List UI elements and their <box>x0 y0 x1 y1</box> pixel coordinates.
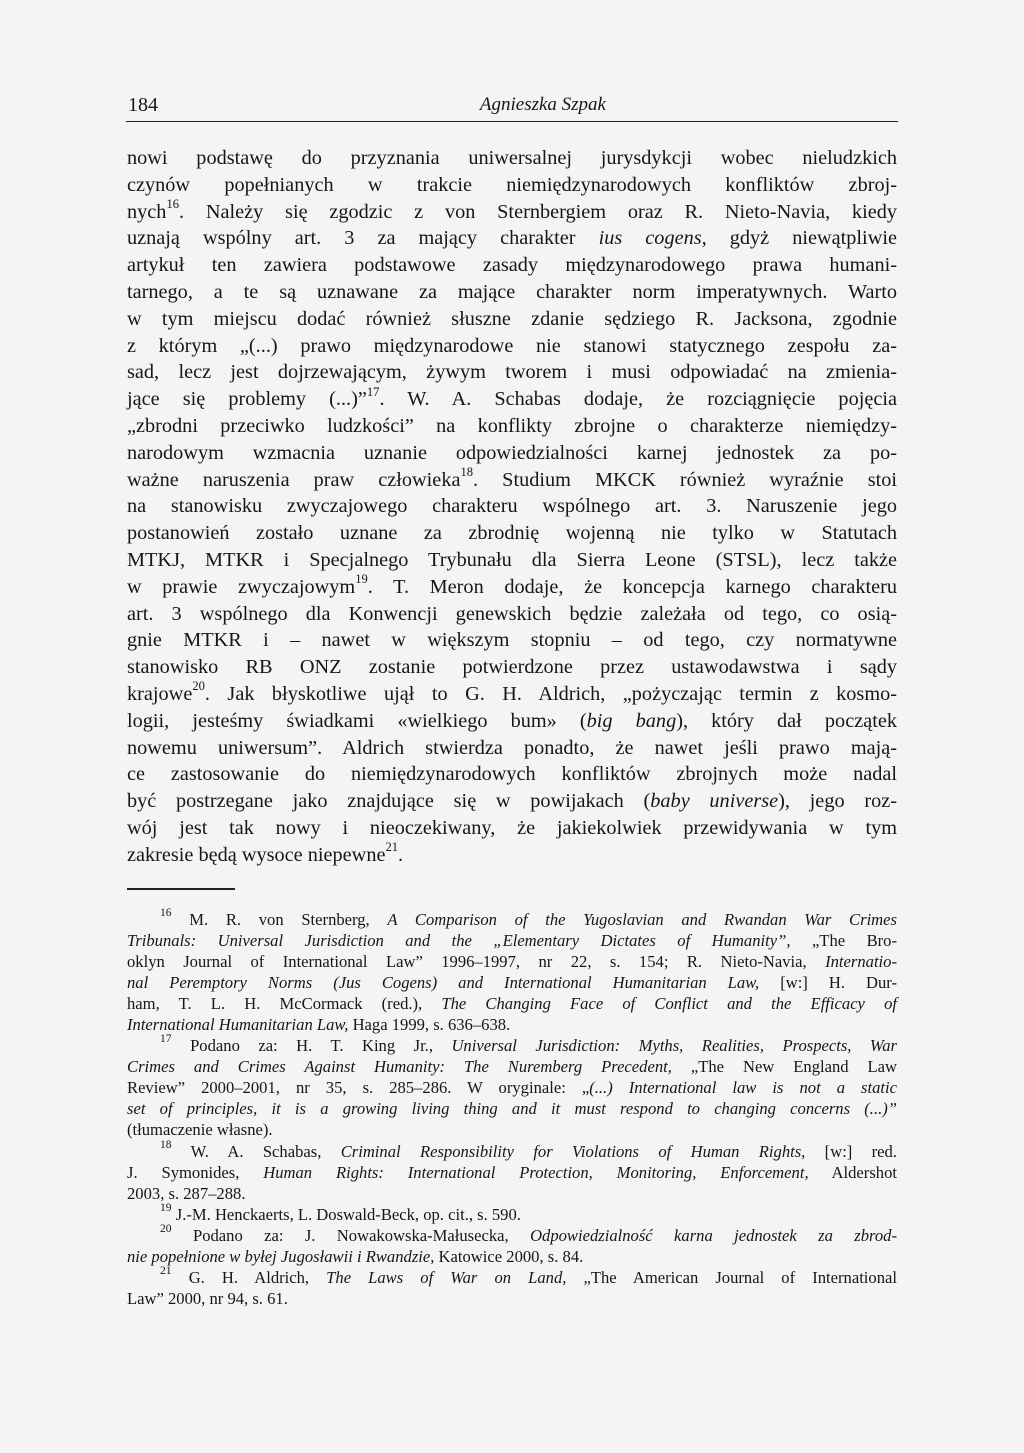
text-run: nowemu uniwersum”. Aldrich stwierdza ponadto, że nawet jeśli prawo mają- <box>127 736 897 759</box>
footnote-ref: 17 <box>366 384 380 399</box>
text-run: „The Bro- <box>790 931 897 951</box>
text-run: ce zastosowanie do niemiędzynarodowych konfliktów zbrojnych może nadal <box>127 763 897 786</box>
text-line <box>127 842 897 869</box>
italic-text: Universal Jurisdiction: Myths, Realities, Prospects, War <box>451 1036 897 1056</box>
text-run: „The American Journal of International <box>566 1267 897 1287</box>
main-text <box>127 145 897 869</box>
italic-text: Odpowiedzialność karna jednostek za zbrod- <box>530 1225 897 1245</box>
text-line <box>127 788 897 815</box>
text-run: G. H. Aldrich, <box>171 1267 327 1287</box>
footnote-ref: 16 <box>166 196 180 211</box>
text-line <box>127 333 897 360</box>
text-run: [w:] H. Dur- <box>759 973 897 993</box>
italic-text: Tribunals: Universal Jurisdiction and the „Elementary Dictates of Humanity”, <box>127 931 791 951</box>
text-run: Podano za: H. T. King Jr., <box>171 1036 452 1056</box>
text-run: . Należy się zgodzic z von Sternbergiem oraz R. Nieto-Navia, kiedy <box>179 200 897 223</box>
text-run: . T. Meron dodaje, że koncepcja karnego charakteru <box>367 575 897 598</box>
text-line <box>127 386 897 413</box>
text-line <box>127 547 897 574</box>
italic-text: (...) International law is not a static <box>589 1078 897 1098</box>
text-run: Review” 2000–2001, nr 35, s. 285–286. W oryginale: „ <box>127 1078 590 1098</box>
footnote-line <box>127 951 897 972</box>
footnote-ref: 19 <box>355 572 368 587</box>
footnote-line <box>127 1056 897 1077</box>
text-line <box>127 708 897 735</box>
text-line <box>127 681 897 708</box>
footnote-ref: 18 <box>460 464 474 479</box>
text-line <box>127 735 897 762</box>
text-run: na stanowisku zwyczajowego charakteru wspólnego art. 3. Naruszenie jego <box>127 495 897 518</box>
text-line <box>127 252 897 279</box>
text-run: Law” 2000, nr 94, s. 61. <box>127 1288 288 1308</box>
text-line <box>127 145 897 172</box>
text-run: w tym miejscu dodać również słuszne zdanie sędziego R. Jacksona, zgodnie <box>127 307 897 330</box>
text-run: nowi podstawę do przyznania uniwersalnej jurysdykcji wobec nieludzkich <box>127 147 897 169</box>
text-run: jące się problemy (...)” <box>127 388 367 411</box>
text-run: ), jego roz- <box>778 790 897 813</box>
text-run: być postrzegane jako znajdujące się w powijakach ( <box>127 790 651 813</box>
footnote-ref: 21 <box>385 840 399 855</box>
text-run: Aldershot <box>808 1162 897 1182</box>
footnote-ref: 19 <box>160 1200 172 1214</box>
running-head-author: Agnieszka Szpak <box>479 94 606 115</box>
text-run: krajowe <box>127 682 193 705</box>
footnote-line <box>127 1119 897 1140</box>
text-line <box>127 493 897 520</box>
text-line <box>127 172 897 199</box>
footnote-separator <box>127 888 235 890</box>
text-run: J. Symonides, <box>127 1162 264 1182</box>
text-run: tarnego, a te są uznawane za mające charakter norm imperatywnych. Warto <box>127 280 897 303</box>
page-number: 184 <box>128 94 158 116</box>
text-run: . W. A. Schabas dodaje, że rozciągnięcie pojęcia <box>379 388 897 411</box>
text-line <box>127 306 897 333</box>
italic-text: Crimes and Crimes Against Humanity: The Nuremberg Precedent, <box>127 1057 672 1077</box>
text-run: Haga 1999, s. 636–638. <box>348 1015 511 1035</box>
text-run: (tłumaczenie własne). <box>127 1120 273 1140</box>
italic-text: Internatio- <box>825 952 897 972</box>
footnote-ref: 18 <box>160 1137 172 1151</box>
italic-text: baby universe <box>650 790 779 813</box>
footnote-line <box>127 1288 897 1309</box>
footnote-ref: 16 <box>160 906 172 920</box>
italic-text: big bang <box>586 709 677 732</box>
footnote-line <box>127 1221 897 1246</box>
text-run: ham, T. L. H. McCormack (red.), <box>127 994 442 1014</box>
footnote-line <box>127 993 897 1014</box>
footnote-line <box>127 1077 897 1098</box>
running-header <box>126 95 898 122</box>
text-run: J.-M. Henckaerts, L. Doswald-Beck, op. cit., s. 590. <box>171 1204 521 1224</box>
footnote-ref: 20 <box>192 679 205 694</box>
text-line <box>127 464 898 494</box>
italic-text: Criminal Responsibility for Violations of Human Rights, <box>340 1141 806 1161</box>
text-run: oklyn Journal of International Law” 1996–1997, nr 22, s. 154; R. Nieto-Navia, <box>127 952 826 972</box>
text-line <box>127 520 897 547</box>
text-line <box>127 627 897 654</box>
footnote-line <box>127 1014 897 1035</box>
italic-text: The Changing Face of Conflict and the Efficacy of <box>441 994 897 1014</box>
footnote-line <box>127 930 897 951</box>
text-run: gdyż niewątpliwie <box>706 227 897 250</box>
text-run: uznają wspólny art. 3 za mający charakter <box>127 227 599 250</box>
text-run: gnie MTKR i – nawet w większym stopniu – od tego, czy normatywne <box>127 629 897 652</box>
text-run: logii, jesteśmy świadkami «wielkiego bum» ( <box>127 709 587 732</box>
italic-text: Human Rights: International Protection, Monitoring, Enforcement, <box>263 1162 809 1182</box>
italic-text: nal Peremptory Norms (Jus Cogens) and International Humanitarian Law, <box>127 973 760 993</box>
text-line <box>127 601 897 628</box>
text-run: ważne naruszenia praw człowieka <box>127 468 461 491</box>
text-run: sad, lecz jest dojrzewającym, żywym tworem i musi odpowiadać na zmienia- <box>127 361 897 384</box>
text-run: czynów popełnianych w trakcie niemiędzynarodowych konfliktów zbroj- <box>127 173 897 196</box>
text-line <box>127 225 897 252</box>
footnote-line <box>127 972 897 993</box>
footnotes <box>127 906 897 1309</box>
text-run: . Studium MKCK również wyraźnie stoi <box>473 468 898 491</box>
text-run: Podano za: J. Nowakowska-Małusecka, <box>171 1225 531 1245</box>
text-line <box>127 279 897 306</box>
italic-text: International Humanitarian Law, <box>127 1015 349 1035</box>
text-run: 2003, s. 287–288. <box>127 1183 246 1203</box>
text-run: „The New England Law <box>671 1057 897 1077</box>
italic-text: nie popełnione w byłej Jugosławii i Rwandzie, <box>127 1246 435 1266</box>
italic-text: ius cogens, <box>598 227 707 250</box>
text-run: . <box>398 843 404 866</box>
text-run: postanowień zostało uznane za zbrodnię wojenną nie tylko w Statutach <box>127 522 897 545</box>
footnote-line <box>127 1183 897 1204</box>
text-run: nych <box>127 200 167 223</box>
footnote-line <box>127 906 897 930</box>
text-line <box>127 196 897 226</box>
text-line <box>127 359 897 386</box>
italic-text: A Comparison of the Yugoslavian and Rwandan War Crimes <box>387 910 897 929</box>
text-run: M. R. von Sternberg, <box>171 910 388 929</box>
text-line <box>127 440 897 467</box>
footnote-line <box>127 1098 897 1119</box>
text-run: zakresie będą wysoce niepewne <box>127 843 386 866</box>
footnote-ref: 17 <box>160 1032 172 1046</box>
text-run: wój jest tak nowy i nieoczekiwany, że jakiekolwiek przewidywania w tym <box>127 816 897 839</box>
text-run: . Jak błyskotliwe ujął to G. H. Aldrich, „pożyczając termin z kosmo- <box>204 682 897 705</box>
text-run: ), który dał początek <box>676 709 897 732</box>
text-run: artykuł ten zawiera podstawowe zasady międzynarodowego prawa humani- <box>127 254 897 277</box>
text-run: w prawie zwyczajowym <box>127 575 356 598</box>
text-run: [w:] red. <box>805 1141 897 1161</box>
text-line <box>127 574 897 601</box>
text-run: Katowice 2000, s. 84. <box>434 1246 584 1266</box>
footnote-line <box>127 1263 897 1288</box>
text-run: „zbrodni przeciwko ludzkości” na konflikty zbrojne o charakterze niemiędzy- <box>127 414 897 437</box>
text-line <box>127 761 897 788</box>
text-run: narodowym wzmacnia uznanie odpowiedzialności karnej jednostek za po- <box>127 441 897 464</box>
text-line <box>127 654 897 681</box>
footnote-ref: 20 <box>160 1221 172 1235</box>
text-line <box>127 413 897 440</box>
text-line <box>127 815 897 842</box>
italic-text: The Laws of War on Land, <box>326 1267 567 1287</box>
footnote-line <box>127 1032 897 1056</box>
footnote-line <box>127 1200 897 1225</box>
text-run: z którym „(...) prawo międzynarodowe nie stanowi statycznego zespołu za- <box>127 334 897 357</box>
text-run: stanowisko RB ONZ zostanie potwierdzone przez ustawodawstwa i sądy <box>127 656 897 679</box>
footnote-line <box>127 1162 897 1183</box>
italic-text: set of principles, it is a growing living thing and it must respond to changing concerns (...)” <box>127 1099 897 1119</box>
text-run: W. A. Schabas, <box>171 1141 341 1161</box>
text-run: MTKJ, MTKR i Specjalnego Trybunału dla Sierra Leone (STSL), lecz także <box>127 548 897 571</box>
footnote-line <box>127 1137 897 1162</box>
text-run: art. 3 wspólnego dla Konwencji genewskich będzie zależała od tego, co osią- <box>127 602 897 625</box>
footnote-ref: 21 <box>160 1263 172 1277</box>
footnote-line <box>127 1246 897 1267</box>
